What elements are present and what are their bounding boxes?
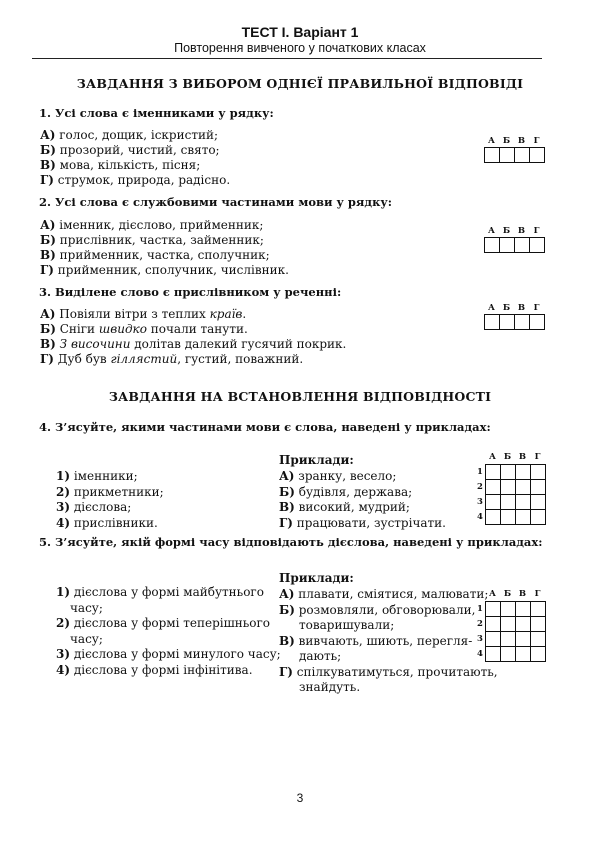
question-2-options	[40, 218, 289, 278]
answer-cell[interactable]	[515, 509, 531, 525]
answer-cell[interactable]	[500, 494, 516, 510]
option-a: А) Повіяли вітри з теплих країв.	[40, 307, 247, 321]
right-item-continuation: знайдуть.	[299, 680, 361, 694]
page-number: 3	[296, 791, 304, 805]
answer-cell[interactable]	[500, 646, 516, 662]
option-v: В) мова, кількість, пісня;	[40, 158, 201, 172]
answer-cell[interactable]	[485, 494, 501, 510]
test-title: ТЕСТ І. Варіант 1	[241, 24, 359, 40]
question-4: 4. З’ясуйте, якими частинами мови є слова, наведені у прикладах:	[39, 420, 491, 434]
grid-row-number: 4	[477, 648, 483, 659]
option-g: Г) струмок, природа, радісно.	[40, 173, 231, 187]
answer-cell-a[interactable]	[484, 147, 500, 163]
option-b: Б) прозорий, чистий, свято;	[40, 143, 220, 157]
answer-cell[interactable]	[515, 631, 531, 647]
right-item-continuation: дають;	[299, 649, 342, 663]
answer-cell[interactable]	[515, 464, 531, 480]
question-3-options	[40, 307, 346, 367]
grid-row-number: 4	[477, 511, 483, 522]
option-a: А) іменник, дієслово, прийменник;	[40, 218, 264, 232]
option-g: Г) Дуб був гіллястий, густий, поважний.	[40, 352, 304, 366]
right-item: Б) розмовляли, обговорювали,	[279, 602, 476, 617]
left-item: 1) іменники;	[56, 469, 138, 483]
left-item-continuation: часу;	[70, 631, 103, 646]
examples-title: Приклади:	[279, 453, 354, 467]
answer-cell[interactable]	[530, 616, 546, 632]
answer-cell[interactable]	[485, 509, 501, 525]
question-3: 3. Виділене слово є прислівником у реченні:	[39, 285, 342, 299]
answer-grid-q1	[484, 136, 544, 163]
right-item: А) плавати, сміятися, малювати;	[279, 587, 489, 601]
right-item: В) вивчають, шиють, перегля-	[279, 633, 473, 648]
test-subtitle: Повторення вивченого у початкових класах	[174, 41, 426, 55]
section-title-single-choice: ЗАВДАННЯ З ВИБОРОМ ОДНІЄЇ ПРАВИЛЬНОЇ ВІДПОВІДІ	[76, 76, 524, 91]
answer-cell-a[interactable]	[484, 314, 500, 330]
question-1-options	[40, 128, 230, 188]
answer-cell[interactable]	[515, 601, 531, 617]
answer-cell[interactable]	[485, 464, 501, 480]
option-b: Б) Сніги швидко почали танути.	[40, 322, 248, 336]
left-item: 3) дієслова у формі минулого часу;	[56, 647, 281, 661]
answer-cell[interactable]	[485, 601, 501, 617]
answer-cell[interactable]	[515, 494, 531, 510]
answer-cell[interactable]	[500, 464, 516, 480]
answer-cell-g[interactable]	[529, 314, 545, 330]
answer-cell[interactable]	[500, 509, 516, 525]
left-item: 1) дієслова у формі майбутнього	[56, 585, 264, 599]
question-2: 2. Усі слова є службовими частинами мови у рядку:	[39, 195, 392, 209]
answer-cell[interactable]	[515, 646, 531, 662]
examples-title: Приклади:	[279, 571, 354, 585]
answer-cell[interactable]	[530, 631, 546, 647]
answer-cell[interactable]	[485, 616, 501, 632]
answer-cell-g[interactable]	[529, 147, 545, 163]
answer-cell[interactable]	[485, 479, 501, 495]
answer-cell-b[interactable]	[499, 237, 515, 253]
grid-row-number: 3	[477, 496, 483, 507]
option-g: Г) прийменник, сполучник, числівник.	[40, 263, 289, 277]
matching-grid-header: А Б В Г	[489, 589, 541, 599]
question-5-right-column	[279, 587, 498, 696]
option-b: Б) прислівник, частка, займенник;	[40, 233, 264, 247]
left-item: 2) прикметники;	[56, 484, 164, 499]
answer-cell[interactable]	[530, 509, 546, 525]
answer-cell-b[interactable]	[499, 147, 515, 163]
question-4-right-column	[279, 469, 446, 531]
answer-cell-v[interactable]	[514, 314, 530, 330]
answer-grid-header: А Б В Г	[488, 226, 540, 236]
answer-cell[interactable]	[530, 601, 546, 617]
matching-grid-header: А Б В Г	[489, 452, 541, 462]
question-4-left-column	[56, 469, 164, 531]
question-1: 1. Усі слова є іменниками у рядку:	[39, 106, 274, 120]
answer-cell[interactable]	[485, 631, 501, 647]
answer-cell[interactable]	[530, 646, 546, 662]
answer-cell[interactable]	[500, 616, 516, 632]
answer-grid-header: А Б В Г	[488, 136, 540, 146]
right-item: Г) працювати, зустрічати.	[279, 515, 446, 530]
grid-row-number: 3	[477, 633, 483, 644]
answer-cell[interactable]	[530, 494, 546, 510]
answer-cell[interactable]	[500, 601, 516, 617]
left-item: 4) дієслова у формі інфінітива.	[56, 662, 253, 677]
right-item: В) високий, мудрий;	[279, 500, 410, 514]
question-5: 5. З’ясуйте, якій формі часу відповідають дієслова, наведені у прикладах:	[39, 535, 543, 549]
option-v: В) прийменник, частка, сполучник;	[40, 248, 270, 262]
question-5-left-column	[56, 585, 281, 678]
answer-cell[interactable]	[485, 646, 501, 662]
grid-row-number: 2	[477, 618, 483, 629]
matching-grid-q4	[477, 452, 557, 524]
answer-grid-header: А Б В Г	[488, 303, 540, 313]
answer-cell[interactable]	[500, 479, 516, 495]
right-item-continuation: товаришували;	[299, 618, 395, 632]
grid-row-number: 1	[477, 603, 483, 614]
grid-row-number: 2	[477, 481, 483, 492]
answer-grid-q3	[484, 303, 544, 330]
matching-grid-q5	[477, 589, 557, 661]
left-item: 4) прислівники.	[56, 515, 158, 530]
right-item: Б) будівля, держава;	[279, 484, 413, 499]
option-a: А) голос, дощик, іскристий;	[40, 128, 219, 142]
answer-cell[interactable]	[515, 479, 531, 495]
answer-cell[interactable]	[515, 616, 531, 632]
left-item: 2) дієслова у формі теперішнього	[56, 616, 271, 630]
answer-cell-v[interactable]	[514, 147, 530, 163]
left-item: 3) дієслова;	[56, 500, 132, 514]
section-title-matching: ЗАВДАННЯ НА ВСТАНОВЛЕННЯ ВІДПОВІДНОСТІ	[108, 389, 492, 404]
answer-grid-q2	[484, 226, 544, 253]
left-item-continuation: часу;	[70, 600, 103, 615]
answer-cell-v[interactable]	[514, 237, 530, 253]
right-item: А) зранку, весело;	[279, 469, 397, 483]
option-v: В) З височини долітав далекий гусячий покрик.	[40, 337, 347, 351]
answer-cell-b[interactable]	[499, 314, 515, 330]
header-divider	[32, 58, 542, 59]
grid-row-number: 1	[477, 466, 483, 477]
right-item: Г) спілкуватимуться, прочитають,	[279, 664, 498, 679]
answer-cell-g[interactable]	[529, 237, 545, 253]
answer-cell-a[interactable]	[484, 237, 500, 253]
answer-cell[interactable]	[530, 479, 546, 495]
answer-cell[interactable]	[530, 464, 546, 480]
answer-cell[interactable]	[500, 631, 516, 647]
